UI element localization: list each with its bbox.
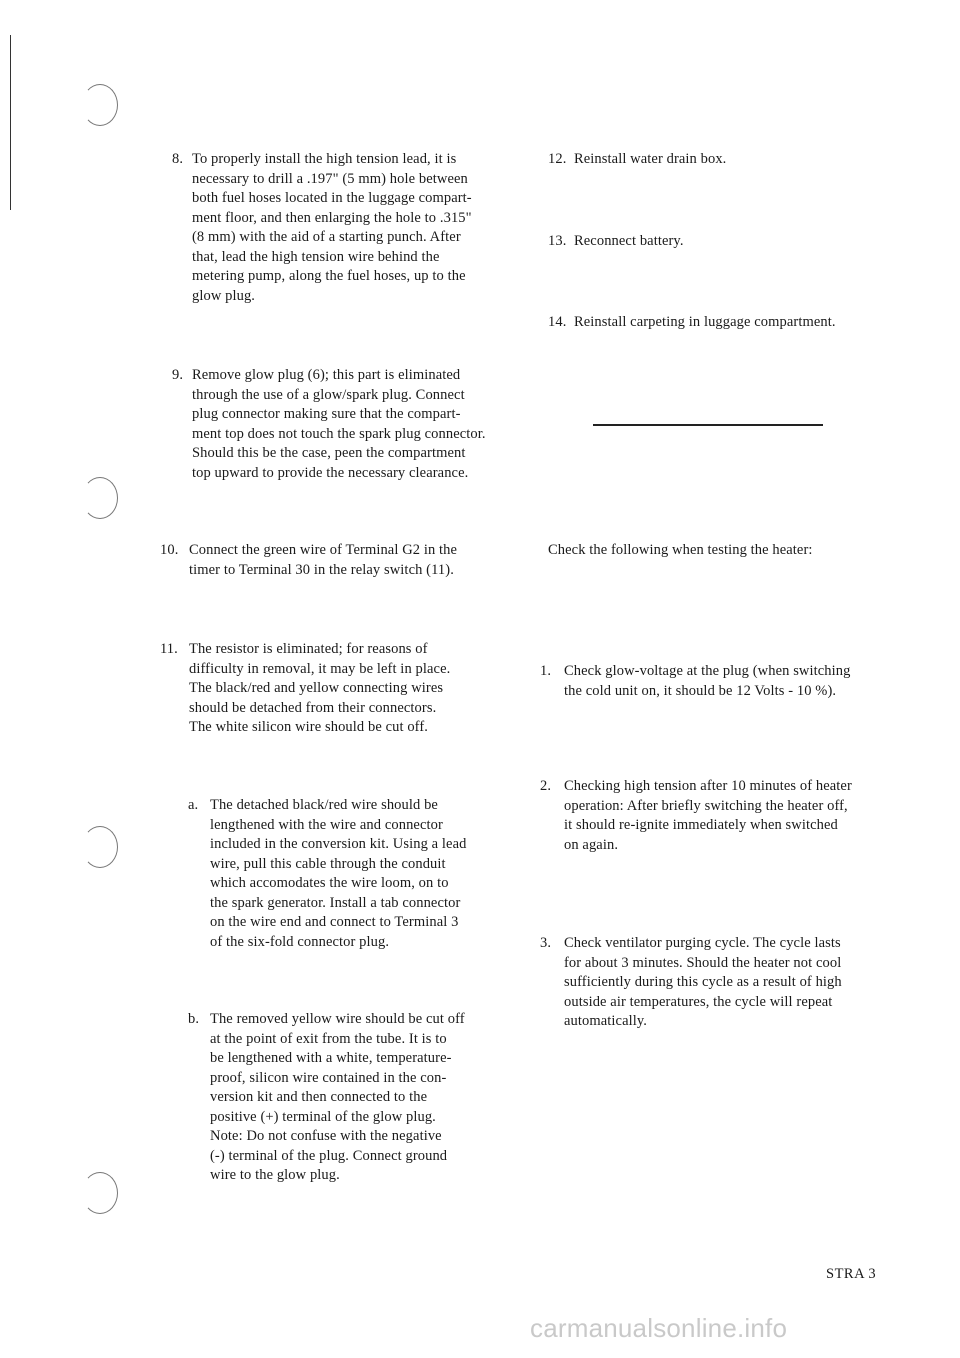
punch-hole-1 [82,84,118,126]
instruction-13 [548,232,684,252]
instruction-8 [172,150,472,306]
section-divider [593,424,823,426]
instruction-number: 11. [160,641,178,657]
instruction-text: The removed yellow wire should be cut off at the point of exit from the tube. It is to be lengthened with a white, temperature- proof, silicon wire contained in the con- version kit and then connected to the positive (+) terminal of the glow plug. Note: Do not confuse with the negative (-) terminal of the plug. Connect ground wire to the glow plug. [210,1011,465,1183]
instruction-text: Reinstall water drain box. [574,151,727,167]
check-2 [540,777,852,855]
instruction-number: 9. [172,367,184,383]
instruction-text: Connect the green wire of Terminal G2 in the timer to Terminal 30 in the relay switch (11). [189,542,458,578]
instruction-number: 10. [160,542,179,558]
check-heading: Check the following when testing the heater: [548,542,813,558]
page-code: STRA 3 [826,1266,877,1282]
check-text: Check glow-voltage at the plug (when switching the cold unit on, it should be 12 Volts - 10 %). [564,663,851,699]
instruction-text: To properly install the high tension lead, it is necessary to drill a .197" (5 mm) hole between both fuel hoses located in the luggage compart- ment floor, and then enlarging the hole to .315" (8 mm) with the aid of a starting punch. After that, lead the high tension wire behind the metering pump, along the fuel hoses, up to the glow plug. [192,151,472,304]
instruction-letter: b. [188,1011,200,1027]
punch-hole-2 [82,477,118,519]
instruction-text: Reinstall carpeting in luggage compartment. [574,314,836,330]
instruction-letter: a. [188,797,199,813]
instruction-text: Reconnect battery. [574,233,684,249]
check-1 [540,662,850,701]
instruction-text: The detached black/red wire should be lengthened with the wire and connector included in the conversion kit. Using a lead wire, pull this cable through the conduit which accomodates the wire loom, on to the spark generator. Install a tab connector on the wire end and connect to Terminal 3 of the six-fold connector plug. [210,797,467,950]
instruction-9 [172,366,486,483]
instruction-12 [548,150,726,170]
instruction-number: 14. [548,314,567,330]
check-number: 3. [540,935,552,951]
instruction-11b [188,1010,465,1186]
instruction-text: The resistor is eliminated; for reasons of difficulty in removal, it may be left in place. The black/red and yellow connecting wires should be detached from their connectors. The white silicon wire should be cut off. [189,641,451,735]
instruction-11 [160,640,450,738]
instruction-10 [160,541,457,580]
instruction-text: Remove glow plug (6); this part is eliminated through the use of a glow/spark plug. Connect plug connector making sure that the compart- ment top does not touch the spark plug connector. Should this be the case, peen the compartment top upward to provide the necessary clearance. [192,367,486,481]
check-3 [540,934,842,1032]
check-number: 1. [540,663,552,679]
punch-hole-4 [82,1172,118,1214]
check-text: Check ventilator purging cycle. The cycle lasts for about 3 minutes. Should the heater not cool sufficiently during this cycle as a result of high outside air temperatures, the cycle will repeat automatically. [564,935,842,1029]
instruction-number: 13. [548,233,567,249]
check-number: 2. [540,778,552,794]
watermark: carmanualsonline.info [530,1313,788,1343]
instruction-11a [188,796,466,952]
instruction-number: 8. [172,151,184,167]
check-text: Checking high tension after 10 minutes of heater operation: After briefly switching the heater off, it should re-ignite immediately when switched on again. [564,778,852,853]
punch-hole-3 [82,826,118,868]
margin-line [10,35,11,210]
instruction-14 [548,313,836,333]
instruction-number: 12. [548,151,567,167]
